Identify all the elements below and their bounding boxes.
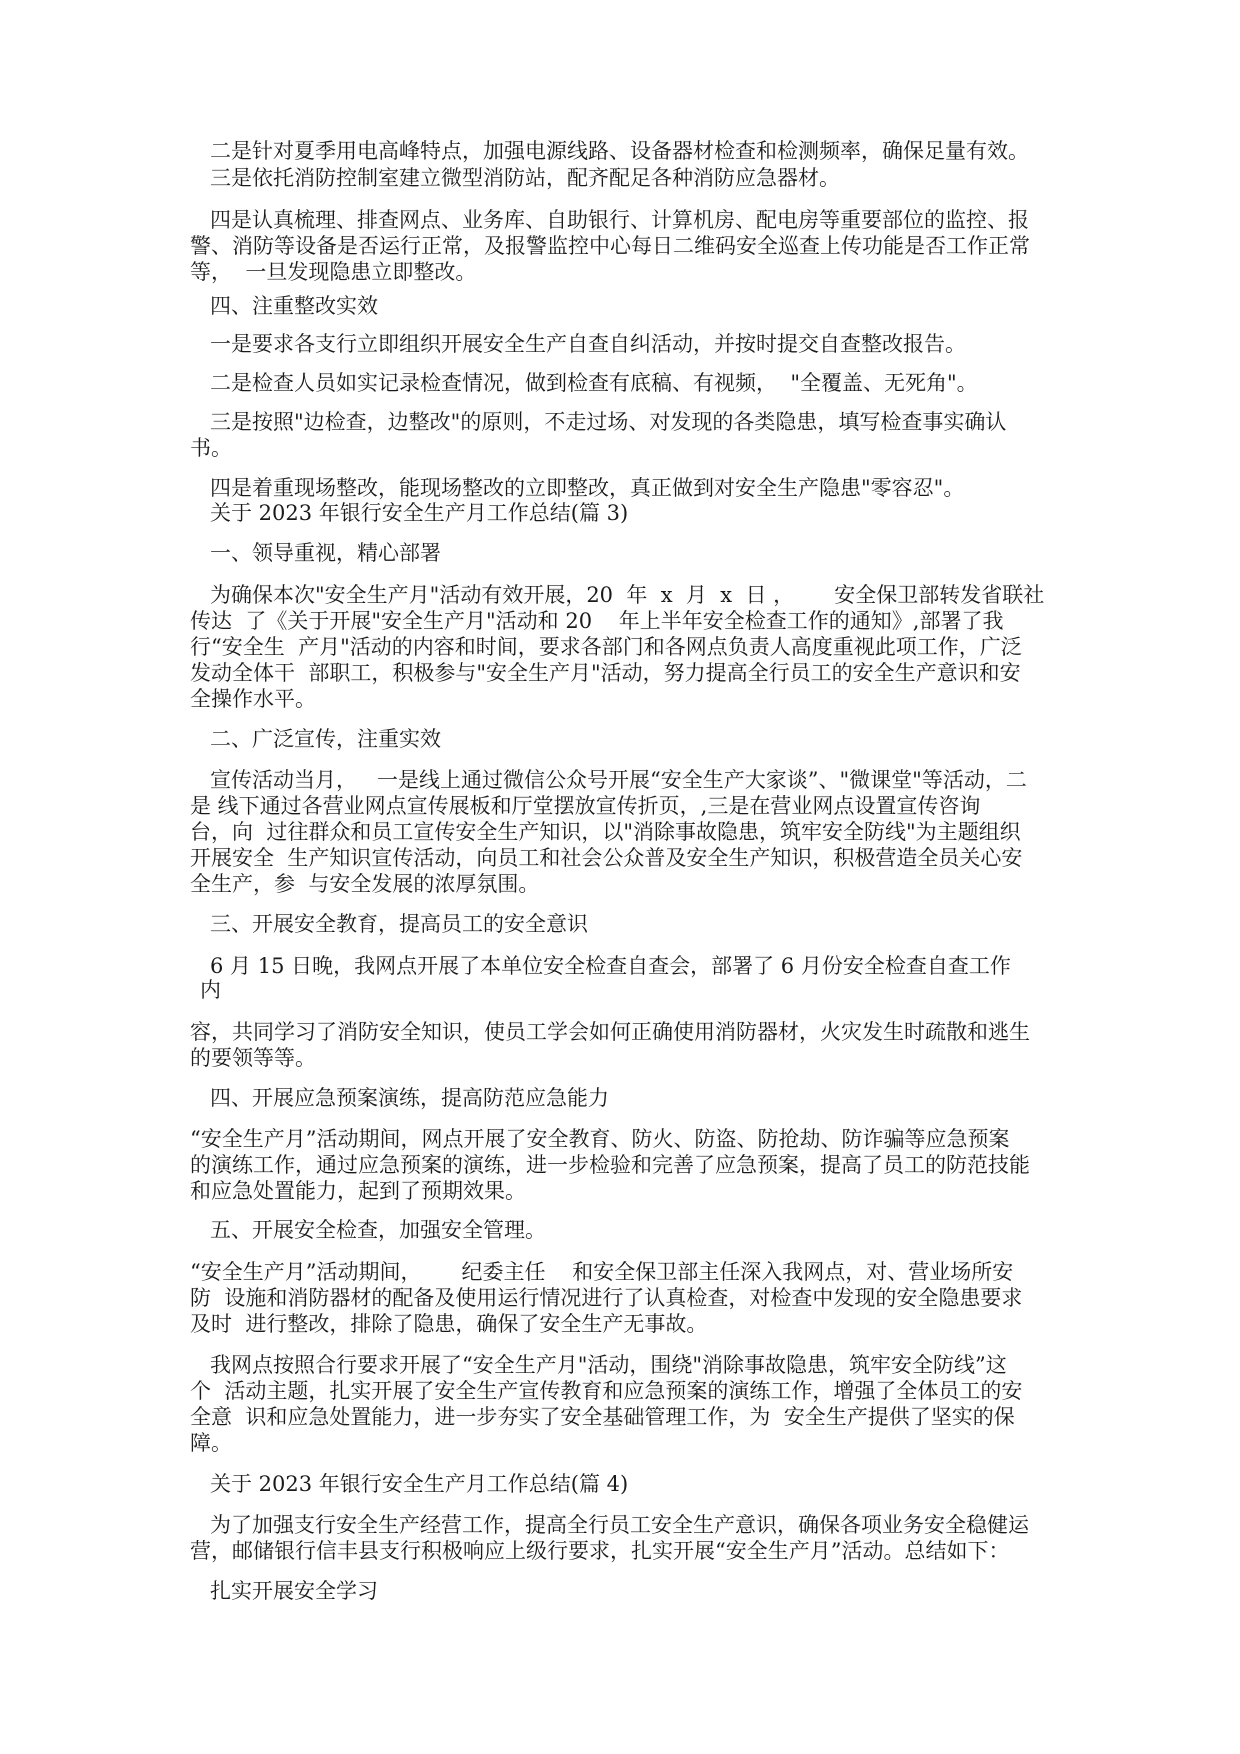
- text-line: 障。: [190, 1431, 232, 1455]
- text-line: 为了加强支行安全生产经营工作，提高全行员工安全生产意识，确保各项业务安全稳健运: [210, 1513, 1029, 1537]
- section-heading: 四、开展应急预案演练，提高防范应急能力: [210, 1086, 609, 1110]
- section-heading: 三、开展安全教育，提高员工的安全意识: [210, 912, 588, 936]
- text-line: 及时 进行整改，排除了隐患，确保了安全生产无事故。: [190, 1312, 708, 1336]
- article-title: 关于 2023 年银行安全生产月工作总结(篇 4): [210, 1472, 629, 1496]
- text-line: 传达 了《关于开展"安全生产月"活动和 20 年上半年安全检查工作的通知》,部署了我: [190, 609, 1004, 633]
- text-line: 容，共同学习了消防安全知识，使员工学会如何正确使用消防器材，火灾发生时疏散和逃生: [190, 1020, 1030, 1044]
- text-line: 6 月 15 日晚，我网点开展了本单位安全检查自查会，部署了 6 月份安全检查自查工作: [210, 954, 1011, 978]
- text-line: 警、消防等设备是否运行正常，及报警监控中心每日二维码安全巡查上传功能是否工作正常: [190, 234, 1030, 258]
- text-line: 发动全体干 部职工，积极参与"安全生产月"活动，努力提高全行员工的安全生产意识和安: [190, 661, 1021, 685]
- section-heading: 二、广泛宣传，注重实效: [210, 727, 441, 751]
- section-heading: 五、开展安全检查，加强安全管理。: [210, 1218, 546, 1242]
- text-line: 三是依托消防控制室建立微型消防站，配齐配足各种消防应急器材。: [210, 166, 840, 190]
- text-line: 的演练工作，通过应急预案的演练，进一步检验和完善了应急预案，提高了员工的防范技能: [190, 1153, 1030, 1177]
- text-line: 我网点按照合行要求开展了“安全生产月"活动，围绕"消除事故隐患，筑牢安全防线”这: [210, 1353, 1007, 1377]
- text-line: 全意 识和应急处置能力，进一步夯实了安全基础管理工作，为 安全生产提供了坚实的保: [190, 1405, 1015, 1429]
- text-line: “安全生产月”活动期间， 纪委主任 和安全保卫部主任深入我网点，对、营业场所安: [190, 1260, 1014, 1284]
- text-line: 四是着重现场整改，能现场整改的立即整改，真正做到对安全生产隐患"零容忍"。: [210, 476, 965, 500]
- text-line: 二是检查人员如实记录检查情况，做到检查有底稿、有视频， "全覆盖、无死角"。: [210, 371, 978, 395]
- text-line: 全生产，参 与安全发展的浓厚氛围。: [190, 872, 540, 896]
- text-line: 行“安全生 产月"活动的内容和时间，要求各部门和各网点负责人高度重视此项工作，广泛: [190, 635, 1022, 659]
- text-line: “安全生产月”活动期间，网点开展了安全教育、防火、防盗、防抢劫、防诈骗等应急预案: [190, 1127, 1010, 1151]
- text-line: 三是按照"边检查，边整改"的原则，不走过场、对发现的各类隐患，填写检查事实确认: [210, 410, 1007, 434]
- text-line: 和应急处置能力，起到了预期效果。: [190, 1179, 526, 1203]
- text-line: 开展安全 生产知识宣传活动，向员工和社会公众普及安全生产知识，积极营造全员关心安: [190, 846, 1023, 870]
- text-line: 四是认真梳理、排查网点、业务库、自助银行、计算机房、配电房等重要部位的监控、报: [210, 208, 1029, 232]
- text-line: 为确保本次"安全生产月"活动有效开展，20 年 x 月 x 日 ， 安全保卫部转发省联社: [210, 583, 1045, 607]
- article-title: 关于 2023 年银行安全生产月工作总结(篇 3): [210, 501, 629, 525]
- text-line: 书。: [190, 436, 232, 460]
- section-heading: 扎实开展安全学习: [210, 1579, 378, 1603]
- section-heading: 一、领导重视，精心部署: [210, 541, 441, 565]
- text-line: 营，邮储银行信丰县支行积极响应上级行要求，扎实开展“安全生产月”活动。总结如下：: [190, 1539, 1010, 1563]
- text-line: 宣传活动当月， 一是线上通过微信公众号开展“安全生产大家谈”、"微课堂"等活动，二: [210, 768, 1027, 792]
- text-line: 台，向 过往群众和员工宣传安全生产知识，以"消除事故隐患，筑牢安全防线"为主题组织: [190, 820, 1021, 844]
- section-heading: 四、注重整改实效: [210, 294, 378, 318]
- text-line: 二是针对夏季用电高峰特点，加强电源线路、设备器材检查和检测频率，确保足量有效。: [210, 139, 1029, 163]
- text-line: 的要领等等。: [190, 1046, 316, 1070]
- text-line: 防 设施和消防器材的配备及使用运行情况进行了认真检查，对检查中发现的安全隐患要求: [190, 1286, 1023, 1310]
- text-line: 个 活动主题，扎实开展了安全生产宣传教育和应急预案的演练工作，增强了全体员工的安: [190, 1379, 1023, 1403]
- text-line: 是 线下通过各营业网点宣传展板和厅堂摆放宣传折页，,三是在营业网点设置宣传咨询: [190, 794, 981, 818]
- text-line: 一是要求各支行立即组织开展安全生产自查自纠活动，并按时提交自查整改报告。: [210, 332, 966, 356]
- text-line: 内: [200, 978, 221, 1002]
- text-line: 等， 一旦发现隐患立即整改。: [190, 260, 477, 284]
- text-line: 全操作水平。: [190, 687, 316, 711]
